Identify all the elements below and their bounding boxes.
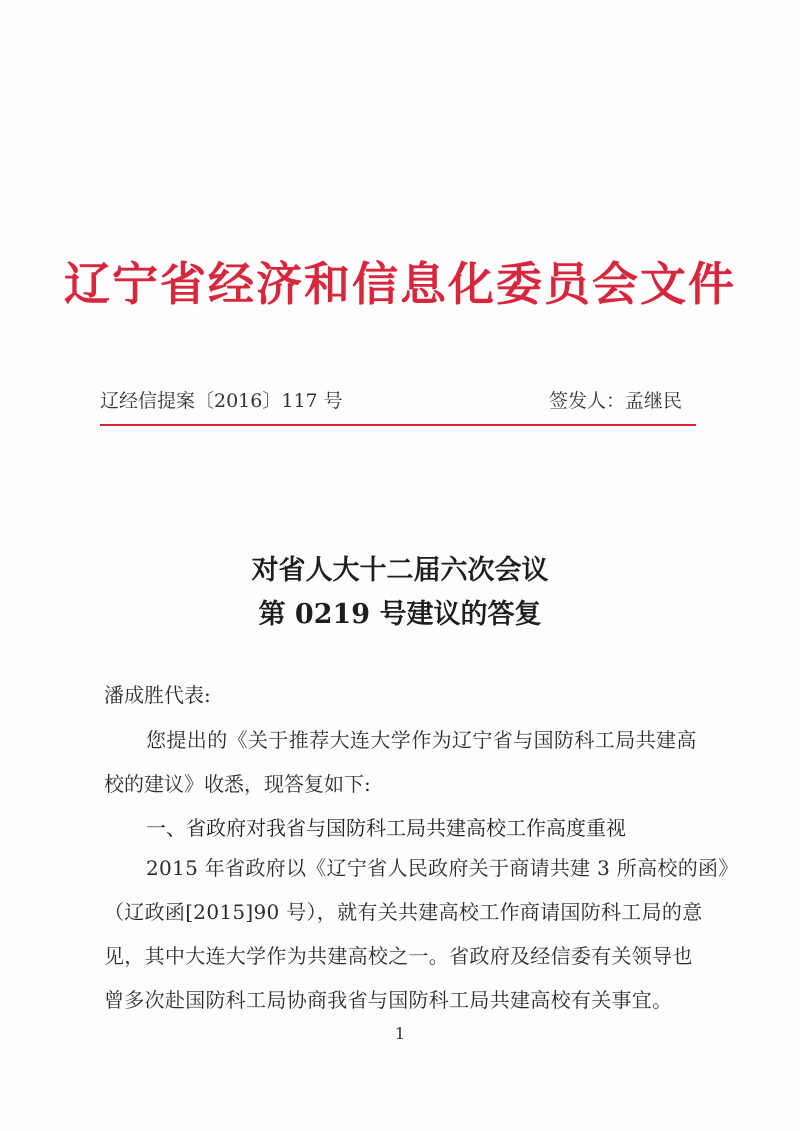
paragraph-1-line-2: 校的建议》收悉，现答复如下: [104,772,371,796]
document-number: 辽经信提案〔2016〕117 号 [100,390,343,412]
paragraph-2-line-4: 曾多次赴国防科工局协商我省与国防科工局共建高校有关事宜。 [104,988,673,1012]
reply-title-line-2: 第 0219 号建议的答复 [258,599,542,630]
paragraph-2-line-3: 见，其中大连大学作为共建高校之一。省政府及经信委有关领导也 [104,944,693,968]
red-divider-line [100,424,696,426]
signer-label: 签发人：孟继民 [548,390,682,412]
page-number: 1 [394,1024,406,1043]
section-heading-1: 一、省政府对我省与国防科工局共建高校工作高度重视 [146,816,626,840]
paragraph-2-line-1: 2015 年省政府以《辽宁省人民政府关于商请共建 3 所高校的函》 [146,856,739,880]
document-header-title: 辽宁省经济和信息化委员会文件 [64,257,736,311]
paragraph-1-line-1: 您提出的《关于推荐大连大学作为辽宁省与国防科工局共建高 [146,728,697,752]
reply-title-line-1: 对省人大十二届六次会议 [251,555,549,586]
paragraph-2-line-2: （辽政函[2015]90 号），就有关共建高校工作商请国防科工局的意 [104,900,703,924]
salutation: 潘成胜代表: [104,683,211,707]
